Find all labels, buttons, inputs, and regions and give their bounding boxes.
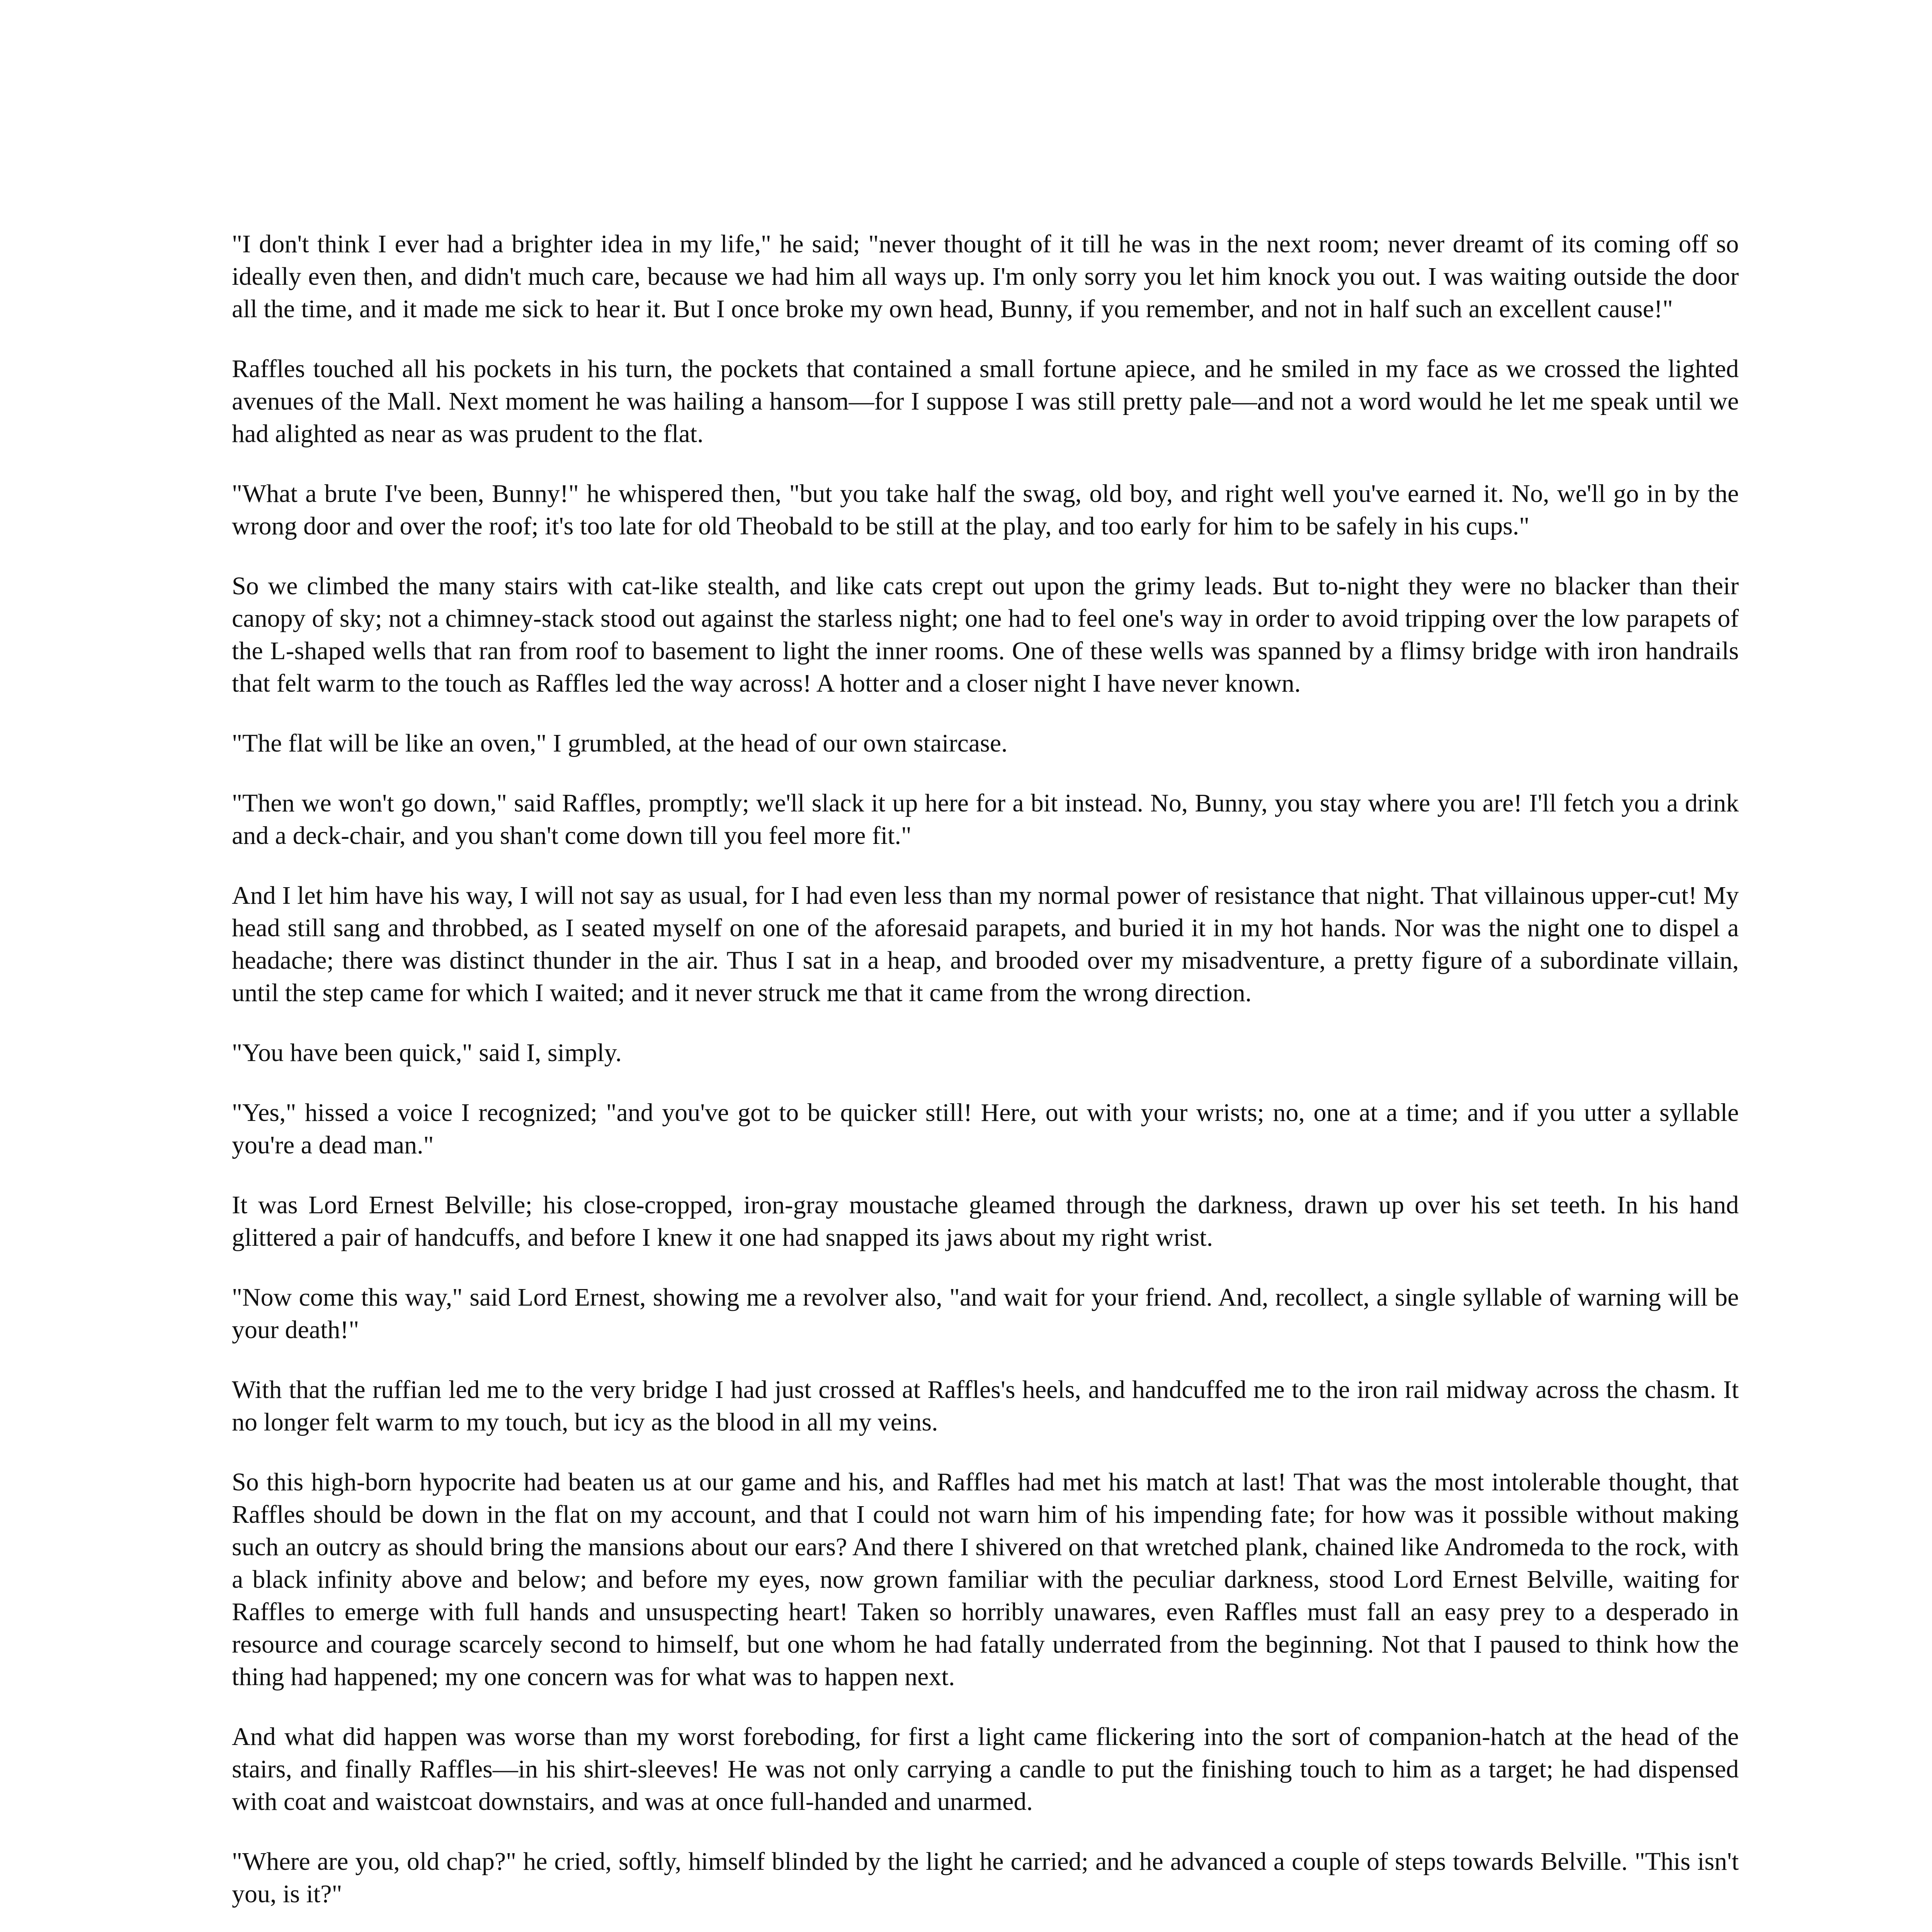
paragraph: "Where are you, old chap?" he cried, softly, himself blinded by the light he carried; and he advanced a couple of steps towards Belville. "This isn't you, is it?" xyxy=(232,1847,1739,1908)
paragraph: It was Lord Ernest Belville; his close-cropped, iron-gray moustache gleamed through the darkness, drawn up over his set teeth. In his hand glittered a pair of handcuffs, and before I knew it one had snapped its jaws about my right wrist. xyxy=(232,1191,1739,1252)
paragraph: So this high-born hypocrite had beaten us at our game and his, and Raffles had met his match at last! That was the most intolerable thought, that Raffles should be down in the flat on my account, and that I could not warn him of his impending fate; for how was it possible without making such an outcry as should bring the mansions about our ears? And there I shivered on that wretched plank, chained like Andromeda to the rock, with a black infinity above and below; and before my eyes, now grown familiar with the peculiar darkness, stood Lord Ernest Belville, waiting for Raffles to emerge with full hands and unsuspecting heart! Taken so horribly unawares, even Raffles must fall an easy prey to a desperado in resource and courage scarcely second to himself, but one whom he had fatally underrated from the beginning. Not that I paused to think how the thing had happened; my one concern was for what was to happen next. xyxy=(232,1468,1739,1691)
paragraph: "Now come this way," said Lord Ernest, showing me a revolver also, "and wait for your friend. And, recollect, a single syllable of warning will be your death!" xyxy=(232,1283,1739,1344)
paragraph: "Then we won't go down," said Raffles, promptly; we'll slack it up here for a bit instead. No, Bunny, you stay where you are! I'll fetch you a drink and a deck-chair, and you shan't come down till you feel more fit." xyxy=(232,789,1739,850)
paragraph: "The flat will be like an oven," I grumbled, at the head of our own staircase. xyxy=(232,729,1008,757)
paragraph: And I let him have his way, I will not say as usual, for I had even less than my normal power of resistance that night. That villainous upper-cut! My head still sang and throbbed, as I seated myself on one of the aforesaid parapets, and buried it in my hot hands. Nor was the night one to dispel a headache; there was distinct thunder in the air. Thus I sat in a heap, and brooded over my misadventure, a pretty figure of a subordinate villain, until the step came for which I waited; and it never struck me that it came from the wrong direction. xyxy=(232,881,1739,1007)
paragraph: "Yes," hissed a voice I recognized; "and you've got to be quicker still! Here, out with your wrists; no, one at a time; and if you utter a syllable you're a dead man." xyxy=(232,1099,1739,1159)
paragraph: And what did happen was worse than my worst foreboding, for first a light came flickering into the sort of companion-hatch at the head of the stairs, and finally Raffles—in his shirt-sleeves! He was not only carrying a candle to put the finishing touch to him as a target; he had dispensed with coat and waistcoat downstairs, and was at once full-handed and unarmed. xyxy=(232,1723,1739,1816)
paragraph: With that the ruffian led me to the very bridge I had just crossed at Raffles's heels, and handcuffed me to the iron rail midway across the chasm. It no longer felt warm to my touch, but icy as the blood in all my veins. xyxy=(232,1376,1739,1436)
paragraph: Raffles touched all his pockets in his turn, the pockets that contained a small fortune apiece, and he smiled in my face as we crossed the lighted avenues of the Mall. Next moment he was hailing a hansom—for I suppose I was still pretty pale—and not a word would he let me speak until we had alighted as near as was prudent to the flat. xyxy=(232,355,1739,448)
page-text xyxy=(232,228,1739,1932)
paragraph: "What a brute I've been, Bunny!" he whispered then, "but you take half the swag, old boy, and right well you've earned it. No, we'll go in by the wrong door and over the roof; it's too late for old Theobald to be still at the play, and too early for him to be safely in his cups." xyxy=(232,480,1739,540)
paragraph: So we climbed the many stairs with cat-like stealth, and like cats crept out upon the grimy leads. But to-night they were no blacker than their canopy of sky; not a chimney-stack stood out against the starless night; one had to feel one's way in order to avoid tripping over the low parapets of the L-shaped wells that ran from roof to basement to light the inner rooms. One of these wells was spanned by a flimsy bridge with iron handrails that felt warm to the touch as Raffles led the way across! A hotter and a closer night I have never known. xyxy=(232,572,1739,697)
paragraph: "I don't think I ever had a brighter idea in my life," he said; "never thought of it till he was in the next room; never dreamt of its coming off so ideally even then, and didn't much care, because we had him all ways up. I'm only sorry you let him knock you out. I was waiting outside the door all the time, and it made me sick to hear it. But I once broke my own head, Bunny, if you remember, and not in half such an excellent cause!" xyxy=(232,230,1739,323)
paragraph: "You have been quick," said I, simply. xyxy=(232,1039,622,1067)
